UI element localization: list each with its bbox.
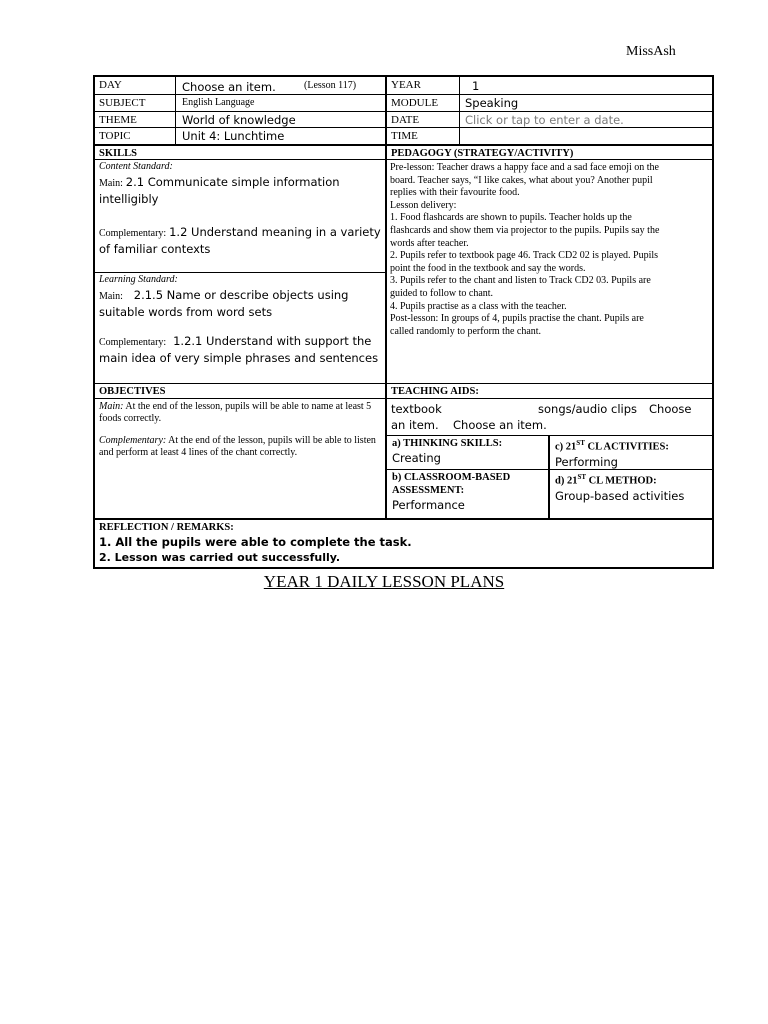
assessment-cell [388, 470, 548, 518]
objective-main-label: Main: [99, 401, 124, 412]
subject-label: SUBJECT [99, 97, 146, 109]
cl-method-sup: ST [577, 473, 587, 481]
content-standard-complementary [99, 224, 381, 258]
pedagogy-line: point the food in the textbook and say the words. [390, 262, 586, 274]
ls-complementary-label: Complementary: [99, 336, 167, 348]
reflection-heading: REFLECTION / REMARKS: [99, 522, 234, 533]
teaching-aid-item[interactable]: textbook [391, 402, 442, 416]
objective-complementary-text: At the end of the lesson, pupils will be able to listen and perform at least 4 lines of the chant correctly. [99, 435, 376, 458]
objectives-cell [95, 399, 385, 518]
objective-main [99, 401, 381, 424]
year-label: YEAR [391, 79, 421, 91]
pedagogy-line: Pre-lesson: Teacher draws a happy face and a sad face emoji on the [390, 162, 659, 173]
pedagogy-line: guided to follow to chant. [390, 287, 494, 299]
assessment-label-line2: ASSESSMENT: [392, 485, 465, 496]
topic-label: TOPIC [99, 130, 131, 142]
cl-activities-suffix: CL ACTIVITIES: [584, 441, 669, 453]
objective-complementary-label: Complementary: [99, 435, 167, 446]
time-value[interactable] [460, 128, 712, 144]
pedagogy-text [388, 161, 713, 383]
cl-method-suffix: CL METHOD: [586, 475, 657, 487]
assessment-label-line1: b) CLASSROOM-BASED [392, 472, 511, 483]
objective-main-text: At the end of the lesson, pupils will be able to name at least 5 foods correctly. [99, 401, 372, 424]
pedagogy-line: Lesson delivery: [390, 199, 457, 211]
module-value[interactable]: Speaking [465, 96, 519, 110]
lesson-number: (Lesson 117) [304, 80, 357, 91]
pedagogy-line: flashcards and show them via projector to the pupils. Pupils say the [390, 224, 660, 236]
cl-activities-prefix: c) 21 [555, 441, 577, 453]
author-name: MissAsh [626, 44, 676, 59]
main-label: Main: [99, 177, 123, 189]
teaching-aids-cell [387, 399, 712, 435]
cl-method-value[interactable]: Group-based activities [555, 488, 685, 503]
theme-label: THEME [99, 114, 137, 126]
thinking-skills-label: a) THINKING SKILLS: [392, 438, 503, 449]
thinking-skills-value[interactable]: Creating [392, 451, 441, 465]
pedagogy-heading: PEDAGOGY (STRATEGY/ACTIVITY) [391, 148, 574, 159]
complementary-label: Complementary: [99, 227, 167, 239]
ls-complementary-standard[interactable]: 1.2.1 Understand with support the main idea of very simple phrases and sentences [99, 333, 379, 365]
learning-standard-cell [95, 273, 385, 383]
date-picker[interactable]: Click or tap to enter a date. [465, 113, 624, 127]
pedagogy-line: 1. Food flashcards are shown to pupils. Teacher holds up the [390, 212, 632, 224]
day-field[interactable] [176, 77, 385, 94]
objective-complementary [99, 435, 381, 458]
complementary-standard[interactable]: 1.2 Understand meaning in a variety of familiar contexts [99, 224, 381, 256]
teaching-aid-item[interactable]: Choose [649, 402, 692, 416]
pedagogy-line: 3. Pupils refer to the chant and listen to Track CD2 03. Pupils are [390, 275, 651, 287]
time-label: TIME [391, 130, 418, 142]
learning-standard-label: Learning Standard: [99, 274, 178, 285]
teaching-aid-item[interactable]: Choose an item. [453, 418, 547, 432]
cl-activities-cell [551, 436, 712, 469]
content-standard-main [99, 174, 381, 208]
topic-value[interactable]: Unit 4: Lunchtime [182, 129, 285, 143]
learning-standard-complementary [99, 333, 381, 367]
cl-activities-value[interactable]: Performing [555, 454, 618, 469]
skills-heading: SKILLS [99, 148, 137, 159]
assessment-value[interactable]: Performance [392, 498, 465, 512]
subject-value[interactable]: English Language [182, 97, 255, 108]
year-value[interactable]: 1 [472, 79, 480, 93]
pedagogy-line: board. Teacher says, “I like cakes, what about you? Another pupil [390, 174, 653, 186]
teaching-aid-item[interactable]: songs/audio clips [538, 402, 638, 416]
thinking-skills-cell [388, 436, 548, 469]
pedagogy-line: Post-lesson: In groups of 4, pupils practise the chant. Pupils are [390, 313, 644, 325]
objectives-heading: OBJECTIVES [99, 386, 166, 397]
theme-value[interactable]: World of knowledge [182, 113, 296, 127]
content-standard-cell [95, 160, 385, 272]
page-title: YEAR 1 DAILY LESSON PLANS [263, 572, 505, 591]
cl-method-prefix: d) 21 [555, 475, 578, 487]
module-label: MODULE [391, 97, 439, 109]
pedagogy-line: replies with their favourite food. [390, 187, 520, 199]
learning-standard-main [99, 287, 381, 321]
lesson-plan-table [93, 75, 714, 569]
teaching-aid-item[interactable]: an item. [391, 418, 439, 432]
reflection-line[interactable]: 2. Lesson was carried out successfully. [99, 551, 341, 564]
reflection-cell [95, 520, 712, 567]
pedagogy-line: words after teacher. [390, 237, 469, 249]
pedagogy-line: called randomly to perform the chant. [390, 325, 542, 337]
main-standard[interactable]: 2.1 Communicate simple information intelligibly [99, 174, 340, 206]
ls-main-label: Main: [99, 290, 123, 302]
pedagogy-line: 4. Pupils practise as a class with the teacher. [390, 300, 567, 312]
col-divider [548, 435, 550, 518]
cl-method-label [555, 471, 708, 488]
reflection-line[interactable]: 1. All the pupils were able to complete the task. [99, 535, 412, 549]
ls-main-standard[interactable]: 2.1.5 Name or describe objects using suitable words from word sets [99, 287, 349, 319]
content-standard-label: Content Standard: [99, 161, 173, 172]
cl-activities-sup: ST [576, 439, 585, 447]
pedagogy-line: 2. Pupils refer to textbook page 46. Track CD2 02 is played. Pupils [390, 250, 659, 262]
day-label: DAY [99, 79, 122, 91]
cl-activities-label [555, 437, 708, 454]
cl-method-cell [551, 470, 712, 518]
day-value[interactable]: Choose an item. [182, 80, 276, 94]
date-label: DATE [391, 114, 420, 126]
teaching-aids-heading: TEACHING AIDS: [391, 386, 479, 397]
